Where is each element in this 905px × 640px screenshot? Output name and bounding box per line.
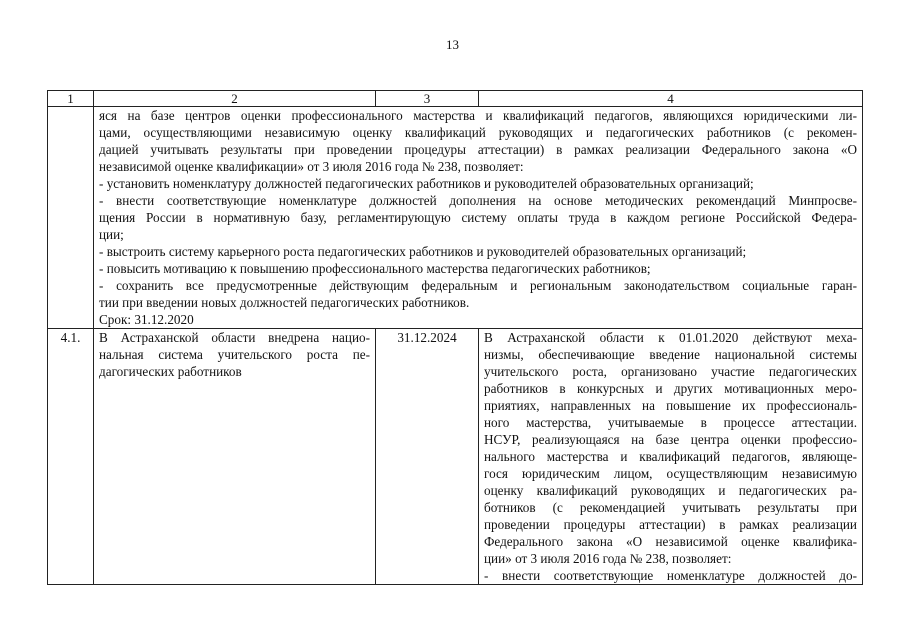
continuation-line: ции; <box>99 227 124 242</box>
status-line: оценку квалификаций руководящих и педагогических ра- <box>484 483 857 498</box>
status-line: учительского роста, организовано участие педагогических <box>484 364 857 379</box>
status-line: В Астраханской области к 01.01.2020 действуют меха- <box>484 330 857 345</box>
header-col-1: 1 <box>48 91 94 107</box>
status-line: низмы, обеспечивающие введение национальной системы <box>484 347 857 362</box>
continuation-line: - внести соответствующие номенклатуре должностей дополнения на основе методических рекомендаций Минпросве- <box>99 193 857 208</box>
status-line: ного мастерства, учитываемые в процессе аттестации. <box>484 415 857 430</box>
status-line: ции» от 3 июля 2016 года № 238, позволяет: <box>484 551 732 566</box>
continuation-number-cell <box>48 107 94 329</box>
header-col-4: 4 <box>479 91 863 107</box>
description-line: В Астраханской области внедрена нацио- <box>99 330 370 345</box>
deadline-note: Срок: 31.12.2020 <box>99 312 194 327</box>
row-number: 4.1. <box>48 329 94 585</box>
description-line: дагогических работников <box>99 364 242 379</box>
status-line: - внести соответствующие номенклатуре должностей до- <box>484 568 857 583</box>
continuation-line: тии при введении новых должностей педагогических работников. <box>99 295 470 310</box>
row-description-cell <box>94 329 376 585</box>
status-line: НСУР, реализующаяся на базе центра оценки профессио- <box>484 432 857 447</box>
row-status-cell <box>479 329 863 585</box>
status-line: работников в конкурсных и других мотивационных меро- <box>484 381 857 396</box>
status-line: гося юридическим лицом, осуществляющим независимую <box>484 466 857 481</box>
page-number: 13 <box>446 37 459 52</box>
status-line: ботников (с рекомендацией учитывать результаты при <box>484 500 857 515</box>
status-line: Федерального закона «О независимой оценке квалифика- <box>484 534 857 549</box>
continuation-line: независимой оценке квалификации» от 3 июля 2016 года № 238, позволяет: <box>99 159 524 174</box>
row-deadline: 31.12.2024 <box>376 329 479 585</box>
continuation-line: - сохранить все предусмотренные действующим федеральным и региональным законодательством социальные гаран- <box>99 278 857 293</box>
status-line: проведении процедуры аттестации) в рамках реализации <box>484 517 857 532</box>
continuation-line: - установить номенклатуру должностей педагогических работников и руководителей образовательных организаций; <box>99 176 754 191</box>
continuation-line: - повысить мотивацию к повышению профессионального мастерства педагогических работников; <box>99 261 651 276</box>
continuation-line: щения России в нормативную базу, регламентирующую систему оплаты труда в каждом регионе Российской Федера- <box>99 210 857 225</box>
description-line: нальная система учительского роста пе- <box>99 347 370 362</box>
continuation-line: цами, осуществляющими независимую оценку квалификаций руководящих и педагогических работников (с рекомен- <box>99 125 857 140</box>
document-table <box>47 90 863 585</box>
table-row-4-1 <box>48 329 863 585</box>
header-col-3: 3 <box>376 91 479 107</box>
continuation-line: дацией учитывать результаты при проведении процедуры аттестации) в рамках реализации Федерального закона «О <box>99 142 857 157</box>
status-line: приятиях, направленных на повышение их профессиональ- <box>484 398 857 413</box>
header-col-2: 2 <box>94 91 376 107</box>
continuation-row <box>48 107 863 329</box>
continuation-line: - выстроить систему карьерного роста педагогических работников и руководителей образовательных организаций; <box>99 244 747 259</box>
status-line: нального мастерства и квалификаций педагогов, являюще- <box>484 449 857 464</box>
continuation-text-cell <box>94 107 863 329</box>
table-header-row <box>48 91 863 107</box>
continuation-line: яся на базе центров оценки профессионального мастерства и квалификаций педагогов, являющихся юридическими ли- <box>99 108 857 123</box>
